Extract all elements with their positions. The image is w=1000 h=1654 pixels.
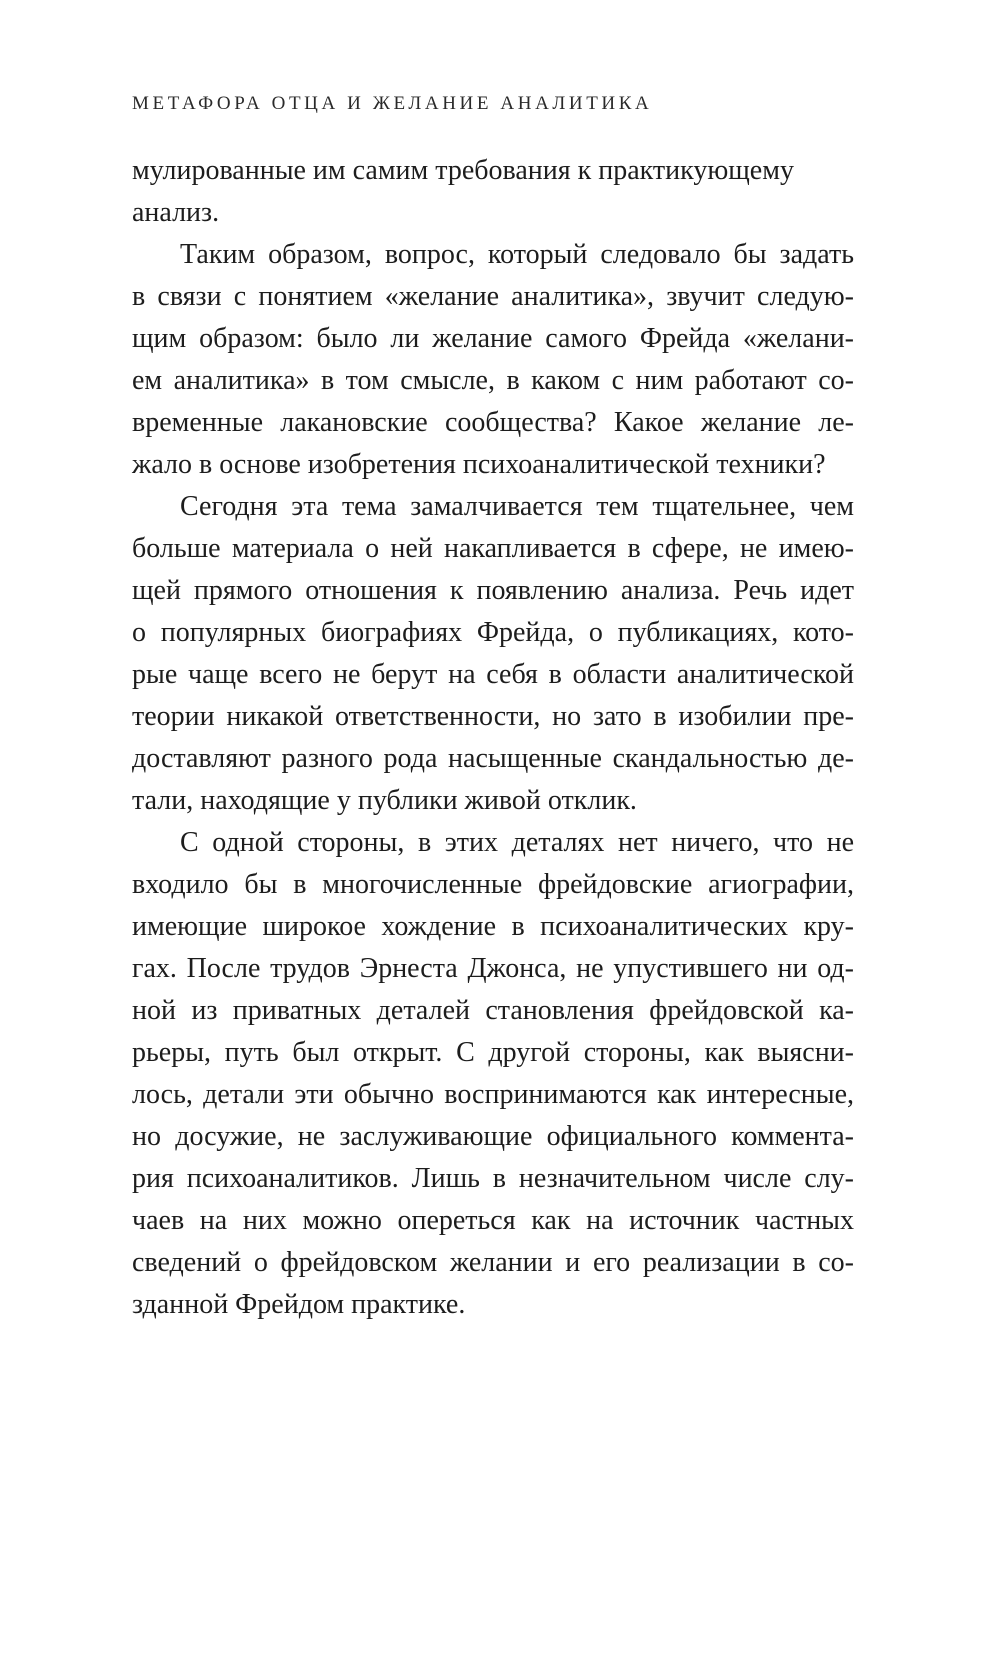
text-line: чаев на них можно опереться как на источник частных [132, 1205, 854, 1236]
text-line: сведений о фрейдовском желании и его реализации в со- [132, 1247, 854, 1278]
text-line: гах. После трудов Эрнеста Джонса, не упустившего ни од- [132, 953, 854, 984]
text-line: щей прямого отношения к появлению анализа. Речь идет [132, 575, 854, 606]
paragraph-first-line: Сегодня эта тема замалчивается тем тщательнее, чем [180, 491, 854, 522]
text-line: ной из приватных деталей становления фрейдовской ка- [132, 995, 854, 1026]
running-head: МЕТАФОРА ОТЦА И ЖЕЛАНИЕ АНАЛИТИКА [132, 93, 653, 114]
body-text [132, 150, 854, 1326]
text-line: теории никакой ответственности, но зато в изобилии пре- [132, 701, 854, 732]
text-line: входило бы в многочисленные фрейдовские агиографии, [132, 869, 854, 900]
paragraph-first-line: С одной стороны, в этих деталях нет ничего, что не [180, 827, 854, 858]
text-line: рые чаще всего не берут на себя в области аналитической [132, 659, 854, 690]
text-line: мулированные им самим требования к практикующему [132, 155, 794, 186]
text-line: о популярных биографиях Фрейда, о публикациях, кото- [132, 617, 854, 648]
text-line: доставляют разного рода насыщенные скандальностью де- [132, 743, 854, 774]
text-line: ем аналитика» в том смысле, в каком с ним работают со- [132, 365, 854, 396]
text-line: зданной Фрейдом практике. [132, 1289, 466, 1320]
text-line: больше материала о ней накапливается в сфере, не имею- [132, 533, 854, 564]
text-line: рьеры, путь был открыт. С другой стороны, как выясни- [132, 1037, 854, 1068]
paragraph-first-line: Таким образом, вопрос, который следовало бы задать [180, 239, 854, 270]
text-line: жало в основе изобретения психоаналитической техники? [132, 449, 826, 480]
text-line: имеющие широкое хождение в психоаналитических кру- [132, 911, 854, 942]
text-line: в связи с понятием «желание аналитика», звучит следую- [132, 281, 854, 312]
text-line: щим образом: было ли желание самого Фрейда «желани- [132, 323, 854, 354]
text-line: временные лакановские сообщества? Какое желание ле- [132, 407, 854, 438]
text-line: но досужие, не заслуживающие официального коммента- [132, 1121, 854, 1152]
text-line: лось, детали эти обычно воспринимаются как интересные, [132, 1079, 854, 1110]
text-line: анализ. [132, 197, 220, 228]
text-line: тали, находящие у публики живой отклик. [132, 785, 637, 816]
text-line: рия психоаналитиков. Лишь в незначительном числе слу- [132, 1163, 854, 1194]
